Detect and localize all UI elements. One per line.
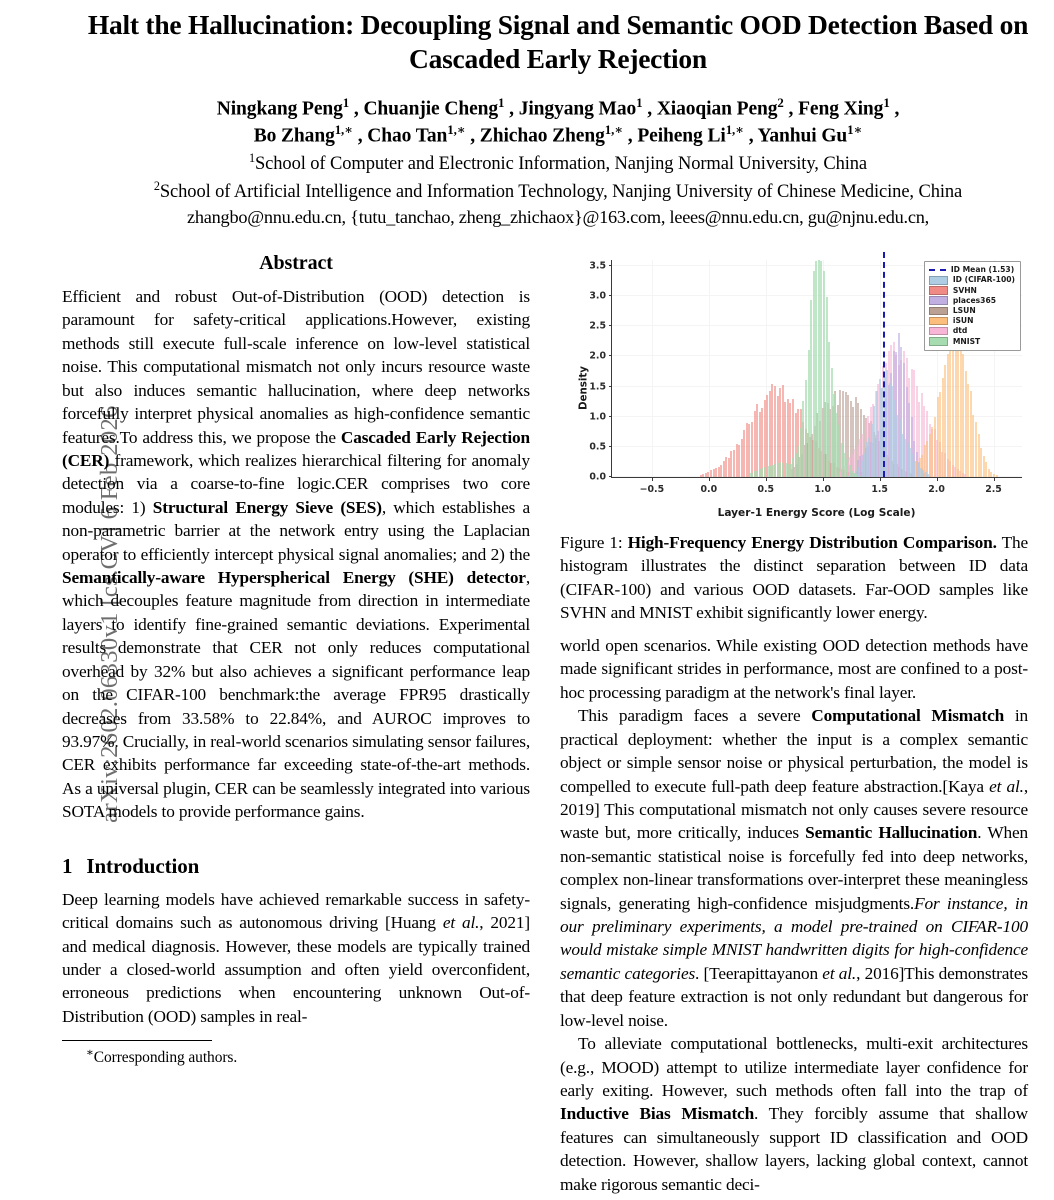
figure-caption: Figure 1: High-Frequency Energy Distribution Comparison. The histogram illustrates the distinct separation between ID data (CIFAR-100) and various OOD datasets. Far-OOD samples like SVHN and MNIST exhibit significantly lower energy.: [560, 533, 1028, 622]
chart-y-tick-label: 2.5: [589, 320, 606, 332]
chart-x-tick-mark: [823, 477, 824, 481]
chart-y-tick-label: 0.0: [589, 471, 606, 483]
abstract-text: Efficient and robust Out-of-Distribution (OOD) detection is paramount for safety-critical applications.However, existing methods still execute full-scale inference on low-level statistical noise. This computational mismatch not only incurs resource waste but also induces semantic hallucination, where deep networks forcefully interpret physical anomalies as high-confidence semantic features.To address this, we propose the Cascaded Early Rejection (CER) framework, which realizes hierarchical filtering for anomaly detection via a coarse-to-fine logic.CER comprises two core modules: 1) Structural Energy Sieve (SES), which establishes a non-parametric barrier at the network entry using the Laplacian operator to efficiently intercept physical signal anomalies; and 2) the Semantically-aware Hyperspherical Energy (SHE) detector, which decouples feature magnitude from direction in intermediate layers to identify fine-grained semantic deviations. Experimental results demonstrate that CER not only reduces computational overhead by 32% but also achieves a significant performance leap on the CIFAR-100 benchmark:the average FPR95 drastically decreases from 33.58% to 22.84%, and AUROC improves to 93.97%. Crucially, in real-world scenarios simulating sensor failures, CER exhibits performance far exceeding state-of-the-art methods. As a universal plugin, CER can be seamlessly integrated into various SOTA models to provide performance gains.: [62, 287, 530, 822]
chart-y-tick-label: 1.5: [589, 381, 606, 393]
intro-paragraph-1: Deep learning models have achieved remarkable success in safety-critical domains such as autonomous driving [Huang et al., 2021] and medical diagnosis. However, these models are typically trained under a closed-world assumption and often yield overconfident, erroneous predictions when encountering unknown Out-of-Distribution (OOD) samples in real-: [62, 889, 530, 1026]
right-column: [560, 252, 1028, 1200]
chart-x-tick-label: 0.5: [757, 484, 775, 495]
chart-y-tick-label: 1.0: [589, 411, 606, 423]
chart-x-tick-label: −0.5: [639, 484, 665, 495]
chart-y-tick-label: 3.0: [589, 290, 606, 302]
left-column: [62, 252, 530, 1200]
section-number: 1: [62, 853, 73, 878]
intro-paragraph-3: To alleviate computational bottlenecks, multi-exit architectures (e.g., MOOD) attempt to utilize intermediate layer confidence for early exiting. However, such methods often fall into the trap of Inductive Bias Mismatch. They forcibly assume that shallow features can simultaneously support ID classification and OOD detection. However, shallow layers, lacking global context, cannot make rigorous semantic deci-: [560, 1034, 1028, 1194]
chart-gridline-v: [709, 260, 710, 477]
legend-label: iSUN: [952, 316, 974, 326]
energy-distribution-histogram: [560, 252, 1028, 524]
section-heading-introduction: [62, 854, 530, 879]
figure-1: [560, 252, 1028, 624]
chart-legend-item: [929, 316, 1015, 326]
chart-x-axis-label: Layer-1 Energy Score (Log Scale): [717, 507, 916, 519]
page-title: Halt the Hallucination: Decoupling Signal and Semantic OOD Detection Based on Cascaded Early Rejection: [87, 9, 1029, 74]
chart-x-tick-mark: [937, 477, 938, 481]
chart-legend-item: [929, 336, 1015, 346]
id-mean-vline: [883, 252, 885, 477]
author-line-2: Bo Zhang$^{1,∗}$ , Chao Tan$^{1,∗}$ , Zhichao Zheng$^{1,∗}$ , Peiheng $Li^{1,∗}$ , Yanhui $Gu^{1∗}$: [253, 122, 863, 147]
legend-label: MNIST: [952, 336, 981, 346]
chart-x-tick-label: 2.0: [928, 484, 945, 495]
chart-x-tick-label: 2.5: [985, 484, 1002, 495]
footnote-corresponding-authors: [62, 1045, 530, 1067]
chart-hist-bar: [927, 474, 929, 477]
chart-x-tick-mark: [766, 477, 767, 481]
legend-color-swatch: [929, 307, 948, 316]
author-line-1: Ningkang Peng$^1$ , Chuanjie Cheng$^1$ , Jingyang Mao$^1$ , Xiaoqian Peng$^2$ , Feng Xing$^1$ ,: [216, 95, 900, 120]
chart-x-tick-mark: [652, 477, 653, 481]
body-columns: [62, 252, 1054, 1200]
affiliation-1: $^1$School of Computer and Electronic Information, Nanjing Normal University, China: [248, 151, 868, 175]
chart-gridline-v: [652, 260, 653, 477]
affiliation-2: $^2$School of Artificial Intelligence and Information Technology, Nanjing University of Chinese Medicine, China: [153, 178, 963, 203]
chart-legend-item: [929, 275, 1015, 285]
legend-dashed-line-icon: [929, 269, 946, 271]
legend-label: SVHN: [952, 285, 977, 295]
abstract-heading: Abstract: [259, 252, 333, 274]
paper-page: [62, 0, 1054, 1200]
chart-y-tick-mark: [609, 416, 613, 417]
chart-y-tick-mark: [609, 295, 613, 296]
legend-label: ID Mean (1.53): [950, 265, 1015, 275]
legend-color-swatch: [929, 276, 948, 285]
chart-x-tick-mark: [880, 477, 881, 481]
chart-y-tick-mark: [609, 355, 613, 356]
chart-x-tick-mark: [994, 477, 995, 481]
legend-label: places365: [952, 295, 997, 305]
footnote-text: Corresponding authors.: [93, 1049, 238, 1067]
chart-y-tick-label: 3.5: [589, 260, 606, 272]
asterisk-icon: ∗: [86, 1046, 94, 1060]
chart-y-tick-mark: [609, 265, 613, 266]
legend-color-swatch: [929, 337, 948, 346]
chart-y-tick-mark: [609, 476, 613, 477]
section-title: Introduction: [86, 853, 200, 878]
intro-paragraph-2: This paradigm faces a severe Computational Mismatch in practical deployment: whether the input is a complex semantic object or simple sensor noise or physical perturbation, the model is compelled to execute full-path deep feature abstraction.[Kaya et al., 2019] This computational mismatch not only causes severe resource waste but, more critically, induces Semantic Hallucination. When non-semantic statistical noise is forcefully fed into deep networks, complex non-linear transformations over-interpret these meaningless signals, generating high-confidence misjudgments.For instance, in our preliminary experiments, a model pre-trained on CIFAR-100 would mistake simple MNIST handwritten digits for high-confidence semantic categories. [Teerapittayanon et al., 2016]This demonstrates that deep feature extraction is not only redundant but dangerous for low-level noise.: [560, 706, 1029, 1030]
chart-y-tick-mark: [609, 386, 613, 387]
chart-x-tick-mark: [709, 477, 710, 481]
author-emails: zhangbo@nnu.edu.cn, {tutu_tanchao, zheng_zhichaox}@163.com, leees@nnu.edu.cn, gu@njnu.edu.cn,: [187, 206, 929, 227]
legend-color-swatch: [929, 296, 948, 305]
chart-hist-bar: [859, 476, 861, 477]
legend-color-swatch: [929, 317, 948, 326]
legend-color-swatch: [929, 286, 948, 295]
legend-color-swatch: [929, 327, 948, 336]
chart-y-tick-mark: [609, 446, 613, 447]
chart-legend-item: [929, 285, 1015, 295]
chart-legend-item: [929, 326, 1015, 336]
intro-paragraph-1-continued: world open scenarios. While existing OOD detection methods have made significant strides in performance, most are confined to a post-hoc processing paradigm at the network's final layer.: [560, 636, 1028, 702]
chart-legend-item: [929, 306, 1015, 316]
author-list: [62, 95, 1054, 149]
legend-label: LSUN: [952, 306, 976, 316]
chart-x-tick-label: 1.0: [814, 484, 831, 495]
chart-legend-item: [929, 296, 1015, 306]
legend-label: dtd: [952, 326, 968, 336]
chart-legend: [924, 261, 1021, 351]
chart-y-tick-mark: [609, 325, 613, 326]
chart-y-axis-label: Density: [578, 366, 590, 410]
footnote-divider: [62, 1040, 212, 1041]
chart-hist-bar: [996, 475, 998, 477]
chart-x-tick-label: 0.0: [700, 484, 718, 495]
chart-legend-item: [929, 265, 1015, 275]
legend-label: ID (CIFAR-100): [952, 275, 1015, 285]
chart-plot-area: [589, 260, 1022, 495]
arxiv-stamp: arXiv:2602.06330v1 [cs.CV] 6 Feb 2026: [96, 405, 123, 823]
chart-y-tick-label: 0.5: [589, 441, 606, 453]
chart-y-tick-label: 2.0: [589, 350, 606, 362]
chart-x-tick-label: 1.5: [871, 484, 888, 495]
